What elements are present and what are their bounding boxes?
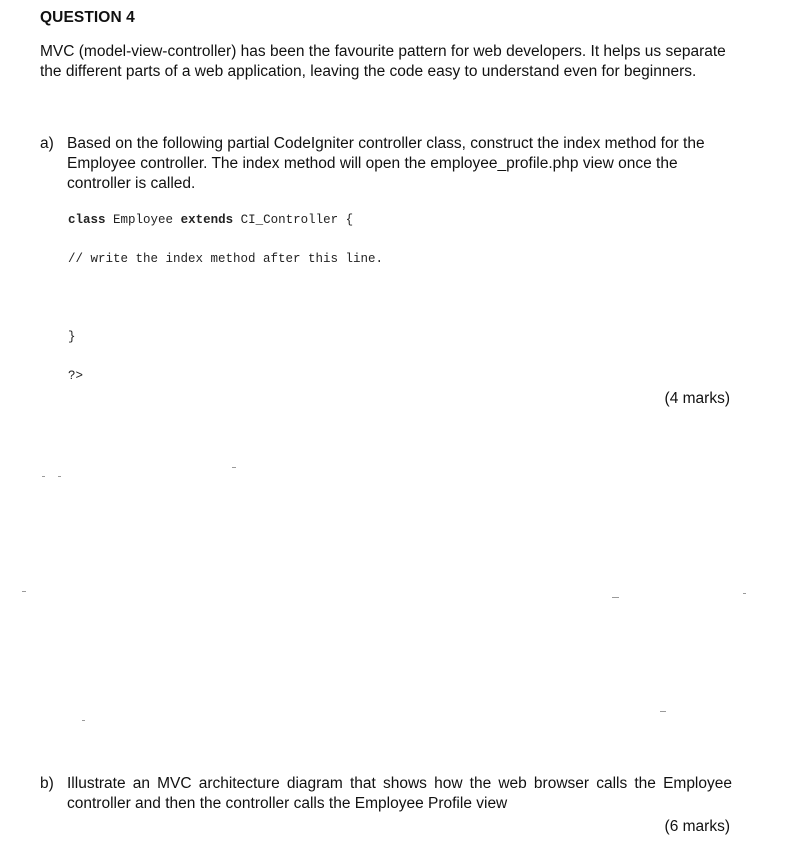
part-b-text: Illustrate an MVC architecture diagram that shows how the web browser calls the Employee controller and then the controller calls the Employee Profile view <box>67 775 732 812</box>
code-parent-class: CI_Controller { <box>240 213 354 227</box>
part-b-label: b) <box>40 775 54 792</box>
code-keyword-class: class <box>68 213 106 227</box>
code-php-close-tag: ?> <box>68 369 84 383</box>
code-keyword-extends: extends <box>180 213 234 227</box>
code-comment: // write the index method after this line. <box>68 252 384 266</box>
code-closing-brace: } <box>68 330 76 344</box>
scan-speck <box>22 591 26 592</box>
scan-speck <box>743 593 746 594</box>
part-b-marks: (6 marks) <box>664 818 730 835</box>
scan-speck <box>612 597 619 598</box>
part-a-text: Based on the following partial CodeIgniter controller class, construct the index method for the Employee controller. The index method will open the employee_profile.php view once the controller is called. <box>67 135 705 192</box>
question-heading: QUESTION 4 <box>40 9 135 26</box>
scan-speck <box>82 720 85 721</box>
scan-speck <box>58 476 61 477</box>
part-a-marks: (4 marks) <box>664 390 730 407</box>
part-b <box>40 774 732 814</box>
scan-speck <box>660 711 666 712</box>
part-a <box>40 134 732 194</box>
scan-speck <box>232 467 236 468</box>
scan-speck <box>42 476 45 477</box>
code-class-declaration <box>68 213 353 227</box>
code-class-name: Employee <box>113 213 174 227</box>
question-intro: MVC (model-view-controller) has been the favourite pattern for web developers. It helps us separate the different parts of a web application, leaving the code easy to understand even for beginners. <box>40 43 726 80</box>
part-a-label: a) <box>40 135 54 152</box>
